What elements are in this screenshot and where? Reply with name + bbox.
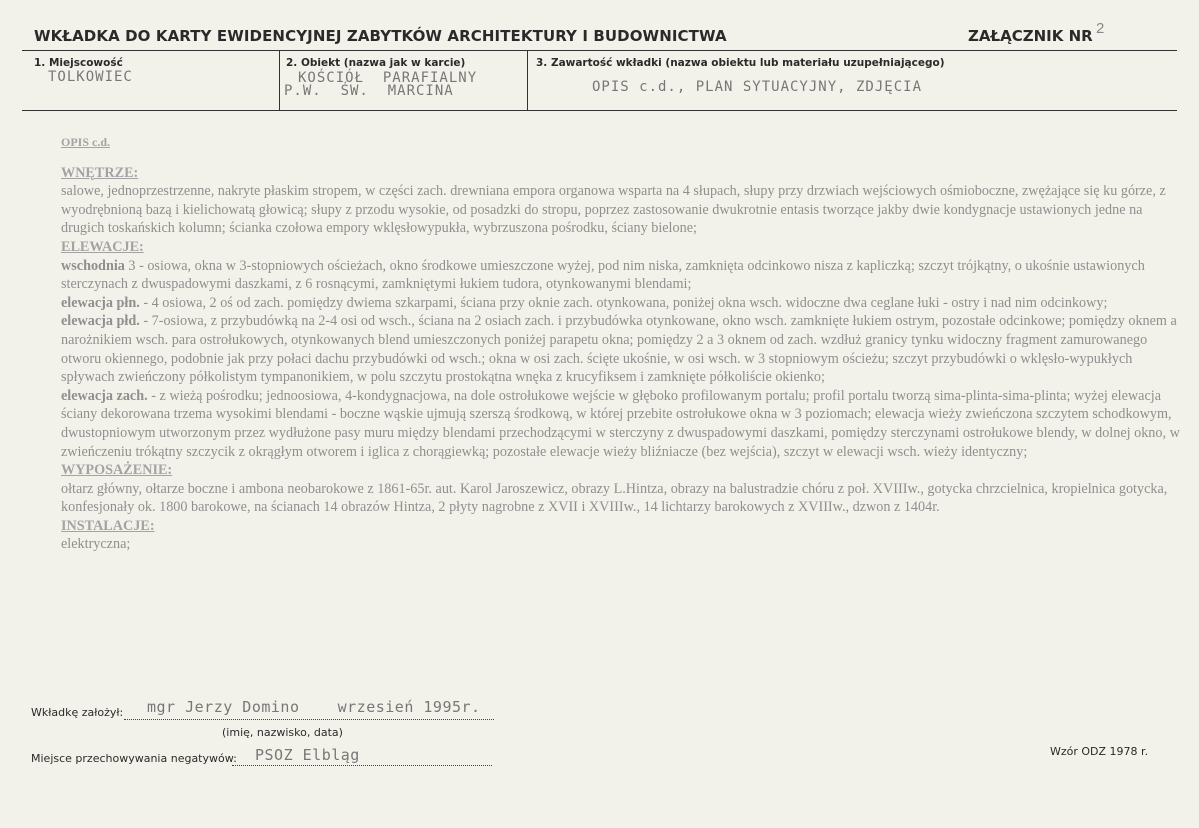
author-value: mgr Jerzy Domino wrzesień 1995r. [147, 698, 481, 716]
elewacje-heading: ELEWACJE: [61, 238, 144, 255]
elevation-south [61, 312, 1187, 386]
elevation-east-label: wschodnia [61, 257, 125, 274]
author-label: Wkładkę założył: [31, 706, 124, 719]
form-code: Wzór ODZ 1978 r. [1050, 745, 1149, 758]
content-value: OPIS c.d., PLAN SYTUACYJNY, ZDJĘCIA [592, 79, 923, 95]
elevation-west [61, 387, 1187, 461]
instalacje-heading: INSTALACJE: [61, 517, 155, 534]
storage-label: Miejsce przechowywania negatywów: [31, 752, 237, 765]
author-hint: (imię, nazwisko, data) [222, 726, 343, 739]
annex-label: ZAŁĄCZNIK NR [968, 27, 1093, 45]
object-label: 2. Obiekt (nazwa jak w karcie) [286, 57, 466, 69]
elevation-west-label: elewacja zach. [61, 387, 148, 404]
description-body [61, 133, 1187, 554]
elevation-north [61, 294, 1187, 313]
place-value: TOLKOWIEC [48, 69, 133, 85]
elevation-north-label: elewacja płn. [61, 294, 140, 311]
field-divider-1 [279, 51, 280, 110]
elevation-east-text: 3 - osiowa, okna w 3-stopniowych ościeżach, okno środkowe umieszczone wyżej, pod nim niska, zamknięta odcinkowo nisza z kapliczką; szczyt trójkątny, o ukośnie ustawionych sterczynach z dwuspadowymi daszkami, z 6 rosnącymi, zamkniętymi łukiem tudora, otynkowanymi blendami; [61, 257, 1145, 293]
elevation-south-text: - 7-osiowa, z przybudówką na 2-4 osi od wsch., ściana na 2 osiach zach. i przybudówka otynkowane, okno wsch. zamknięte łukiem ostrym, pozostałe odcinkowe; pomiędzy oknem a narożnikiem wsch. para ostrołukowych, otynkowanych blend umieszczonych poniżej parapetu okna; pomiędzy 2 a 3 oknem od zach. wzdłuż granicy tynku widoczny fragment zamurowanego otworu okiennego, podobnie jak przy połaci dachu przybudówki od wsch.; okna w osi zach. ścięte ukośnie, w osi wsch. w 3 stopniowym ościeżu; szczyt przybudówki o wklęsło-wypukłych spływach zwieńczony półkolistym tympanonikiem, w polu szczytu prostokątna wnęka z krucyfiksem i zamknięte półkoliście okienko; [61, 313, 1177, 386]
content-label: 3. Zawartość wkładki (nazwa obiektu lub materiału uzupełniającego) [536, 57, 945, 69]
elevation-south-label: elewacja płd. [61, 313, 140, 330]
elevation-north-text: - 4 osiowa, 2 oś od zach. pomiędzy dwiema szkarpami, ściana przy oknie zach. otynkowana, poniżej okna wsch. widoczne dwa ceglane łuki - ostry i nad nim odcinkowy; [139, 294, 1108, 311]
wnetrze-heading: WNĘTRZE: [61, 164, 139, 181]
object-value-line1: KOŚCIÓŁ PARAFIALNY [298, 70, 478, 86]
field-divider-2 [527, 51, 528, 110]
wnetrze-text: salowe, jednoprzestrzenne, nakryte płaskim stropem, w części zach. drewniana empora organowa wsparta na 4 słupach, słupy przy drzwiach wejściowych ośmioboczne, zwężające się ku górze, z wyodrębnioną bazą i kielichowatą głowicą; słupy z przodu wysokie, od posadzki do stropu, poprzez zastosowanie dwukrotnie entasis tworzące jakby dwie kondygnacje ustawionych jedne na drugich toskańskich kolumn; ścianka czołowa empory wklęsłowypukła, wybrzuszona pośrodku, ściany bielone; [61, 183, 1166, 237]
wyposazenie-text: ołtarz główny, ołtarze boczne i ambona neobarokowe z 1861-65r. aut. Karol Jaroszewicz, obrazy L.Hintza, obrazy na balustradzie chóru z poł. XVIIIw., gotycka chrzcielnica, kropielnica gotycka, konfesjonały ok. 1800 barokowe, na ścianach 14 obrazów Hintza, 2 płyty nagrobne z XVII i XVIIIw., 14 lichtarzy barokowych z XVIIIw., dzwon z 1404r. [61, 480, 1168, 516]
opis-heading: OPIS c.d. [61, 135, 111, 149]
wyposazenie-heading: WYPOSAŻENIE: [61, 462, 173, 479]
elevation-east [61, 257, 1187, 294]
place-label: 1. Miejscowość [34, 57, 123, 69]
object-value-line2: P.W. ŚW. MARCINA [284, 83, 454, 99]
annex-number: 2 [1096, 20, 1105, 37]
form-title: WKŁADKA DO KARTY EWIDENCYJNEJ ZABYTKÓW ARCHITEKTURY I BUDOWNICTWA [34, 27, 727, 45]
storage-dotted-line [232, 765, 492, 766]
elevation-west-text: - z wieżą pośrodku; jednoosiowa, 4-kondygnacjowa, na dole ostrołukowe wejście w głęboko profilowanym portalu; profil portalu tworzą sima-plinta-sima-plinta; wyżej elewacja ściany dekorowana trzema wysokimi blendami - boczne wąskie ujmują szerszą środkową, w której przebite ostrołukowe okna w 3 poziomach; elewacja wieży zwieńczona szczytem schodkowym, dwustopniowym utworzonym przez wydłużone pasy muru między blendami przechodzącymi w sterczyny z dwuspadowymi daszkami, pomiędzy sterczynami ostrołukowe blendy, w dolnej okno, w zwieńczeniu trókątny szczycik z okrągłym otworem i iglica z chorągiewką; pozostałe elewacje wieży bliźniacze (bez wejścia), szczyt w elewacji wsch. wieży identyczny; [61, 387, 1180, 460]
storage-value: PSOZ Elbląg [255, 746, 360, 764]
instalacje-text: elektryczna; [61, 536, 131, 553]
author-dotted-line [124, 719, 494, 720]
header-divider-bottom [22, 110, 1177, 111]
header-divider-top [22, 50, 1177, 51]
